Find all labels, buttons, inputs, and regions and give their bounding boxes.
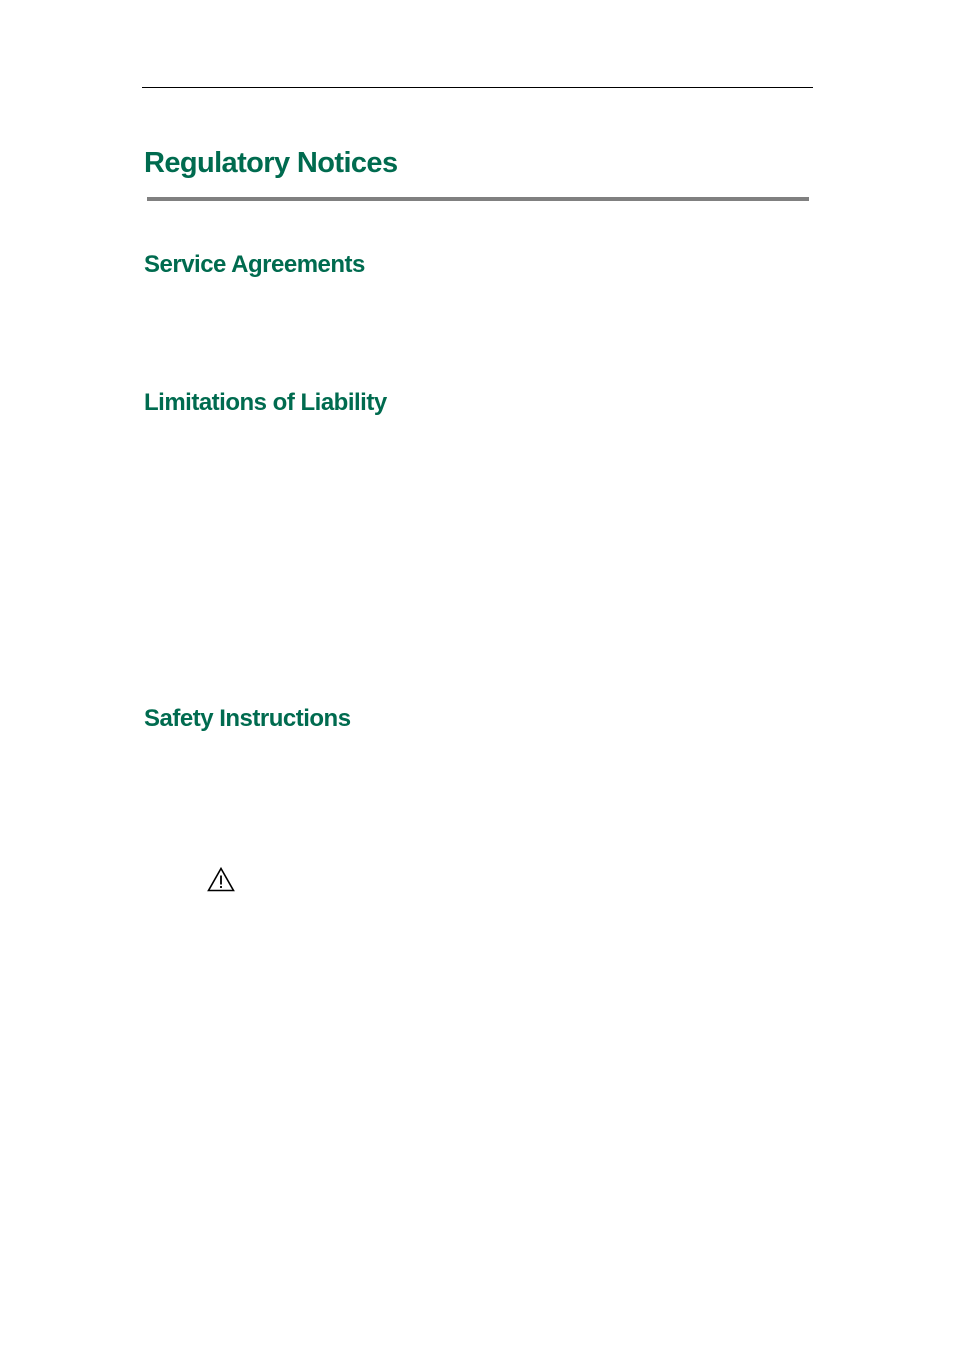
heading-safety-instructions: Safety Instructions (144, 705, 351, 732)
heading-service-agreements: Service Agreements (144, 251, 365, 278)
header-rule (142, 87, 813, 88)
warning-icon (207, 867, 235, 892)
heading-limitations-of-liability: Limitations of Liability (144, 389, 387, 416)
title-underline (147, 197, 809, 201)
page-title: Regulatory Notices (144, 147, 398, 179)
